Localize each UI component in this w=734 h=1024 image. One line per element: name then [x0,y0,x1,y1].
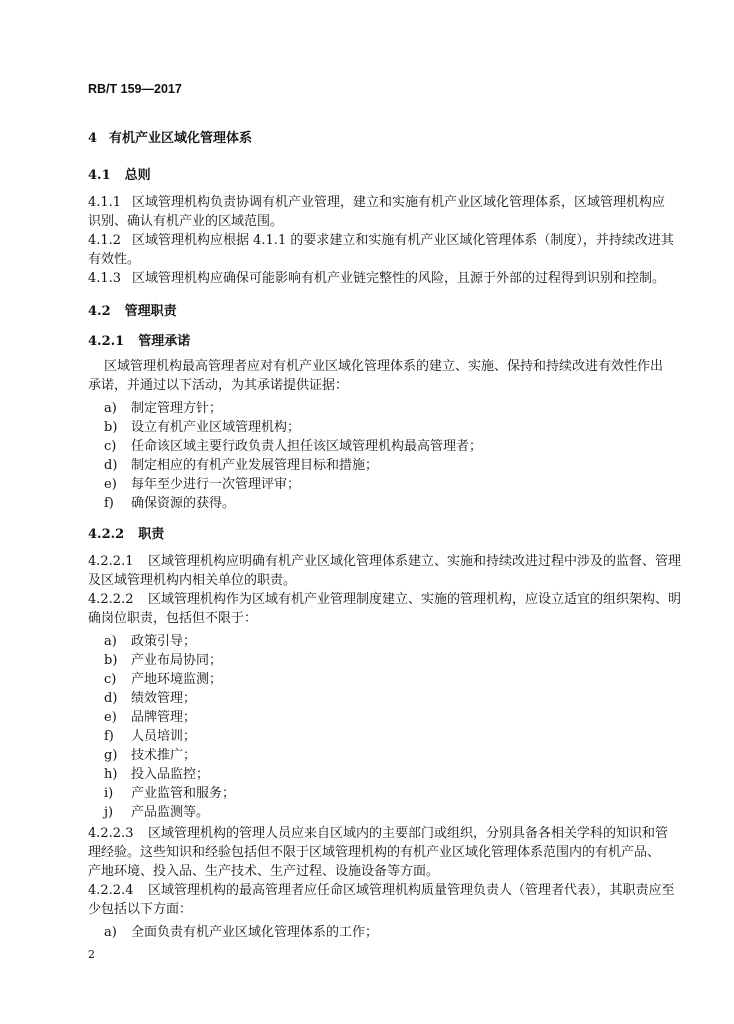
clause-number: 4.1.2 [88,233,122,248]
clause-number: 4.2.2.1 [88,554,134,569]
list-marker: e) [104,710,117,725]
list-marker: a) [104,634,117,649]
clause-4-1-2-line-2: 有效性。 [88,252,141,267]
section-4-2-2-heading [88,527,164,543]
clause-4-2-2-1-line-1 [88,554,681,570]
clause-number: 4.2.2.3 [88,826,134,841]
clause-text: 区域管理机构的管理人员应来自区域内的主要部门或组织，分别具备各相关学科的知识和管 [148,826,669,841]
list-text: 制定管理方针； [131,401,223,416]
clause-number: 4.1.3 [88,271,122,286]
section-number: 4 [88,131,98,146]
list-marker: a) [104,401,117,416]
section-title: 管理承诺 [138,334,191,349]
clause-text: 区域管理机构应确保可能影响有机产业链完整性的风险，且源于外部的过程得到识别和控制。 [132,271,666,286]
clause-4-1-1-line-1 [88,195,665,211]
list-marker: d) [104,458,118,473]
list-text: 人员培训； [131,729,197,744]
list-text: 全面负责有机产业区域化管理体系的工作； [131,925,379,940]
list-text: 任命该区域主要行政负责人担任该区域管理机构最高管理者； [131,439,483,454]
list-text: 产业布局协同； [131,653,223,668]
clause-4-2-2-1-line-2: 及区域管理机构内相关单位的职责。 [88,573,297,588]
paragraph-4-2-1-line-2: 承诺，并通过以下活动，为其承诺提供证据： [88,378,349,393]
clause-text: 区域管理机构应根据 4.1.1 的要求建立和实施有机产业区域化管理体系（制度），并持续改进其 [132,233,674,248]
list-marker: f) [104,729,114,744]
section-title: 总则 [124,168,151,183]
list-text: 每年至少进行一次管理评审； [131,477,301,492]
list-text: 确保资源的获得。 [131,496,236,511]
section-4-heading [88,131,252,147]
clause-4-2-2-3-line-3: 产地环境、投入品、生产技术、生产过程、设施设备等方面。 [88,864,440,879]
section-4-1-heading [88,168,151,184]
clause-4-2-2-4-line-1 [88,883,675,899]
list-marker: c) [104,672,117,687]
clause-number: 4.2.2.4 [88,883,134,898]
clause-4-1-3-line-1 [88,271,665,287]
list-text: 政策引导； [131,634,197,649]
clause-number: 4.2.2.2 [88,592,134,607]
clause-4-1-1-line-2: 识别、确认有机产业的区域范围。 [88,214,284,229]
list-marker: i) [104,786,114,801]
list-marker: a) [104,925,117,940]
list-marker: c) [104,439,117,454]
list-text: 品牌管理； [131,710,197,725]
list-marker: d) [104,691,118,706]
list-marker: h) [104,767,118,782]
section-title: 管理职责 [124,304,177,319]
list-text: 投入品监控； [131,767,210,782]
section-title: 有机产业区域化管理体系 [109,131,253,146]
clause-text: 区域管理机构的最高管理者应任命区域管理机构质量管理负责人（管理者代表），其职责应至 [148,883,675,898]
clause-text: 区域管理机构负责协调有机产业管理，建立和实施有机产业区域化管理体系，区域管理机构应 [132,195,666,210]
paragraph-4-2-1-line-1: 区域管理机构最高管理者应对有机产业区域化管理体系的建立、实施、保持和持续改进有效性作出 [104,359,664,374]
list-text: 绩效管理； [131,691,197,706]
clause-number: 4.1.1 [88,195,122,210]
section-number: 4.2.1 [88,334,125,349]
list-marker: g) [104,748,118,763]
section-4-2-heading [88,304,177,320]
page-number: 2 [88,948,95,961]
standard-code-header: RB/T 159—2017 [88,82,182,96]
clause-4-2-2-2-line-2: 确岗位职责，包括但不限于： [88,611,258,626]
list-text: 技术推广； [131,748,197,763]
clause-text: 区域管理机构作为区域有机产业管理制度建立、实施的管理机构，应设立适宜的组织架构、明 [148,592,682,607]
list-marker: j) [104,805,114,820]
clause-4-2-2-3-line-2: 理经验。这些知识和经验包括但不限于区域管理机构的有机产业区域化管理体系范围内的有机产品、 [88,845,661,860]
list-text: 设立有机产业区域管理机构； [131,420,301,435]
section-title: 职责 [138,527,165,542]
list-marker: b) [104,420,118,435]
list-text: 制定相应的有机产业发展管理目标和措施； [131,458,379,473]
list-text: 产地环境监测； [131,672,223,687]
list-marker: f) [104,496,114,511]
clause-4-2-2-2-line-1 [88,592,681,608]
clause-4-2-2-4-line-2: 少包括以下方面： [88,902,193,917]
clause-4-2-2-3-line-1 [88,826,668,842]
section-4-2-1-heading [88,334,190,350]
section-number: 4.2.2 [88,527,125,542]
list-marker: b) [104,653,118,668]
list-text: 产业监管和服务； [131,786,236,801]
section-number: 4.2 [88,304,111,319]
list-text: 产品监测等。 [131,805,210,820]
clause-4-1-2-line-1 [88,233,674,249]
clause-text: 区域管理机构应明确有机产业区域化管理体系建立、实施和持续改进过程中涉及的监督、管理 [148,554,682,569]
section-number: 4.1 [88,168,111,183]
list-marker: e) [104,477,117,492]
